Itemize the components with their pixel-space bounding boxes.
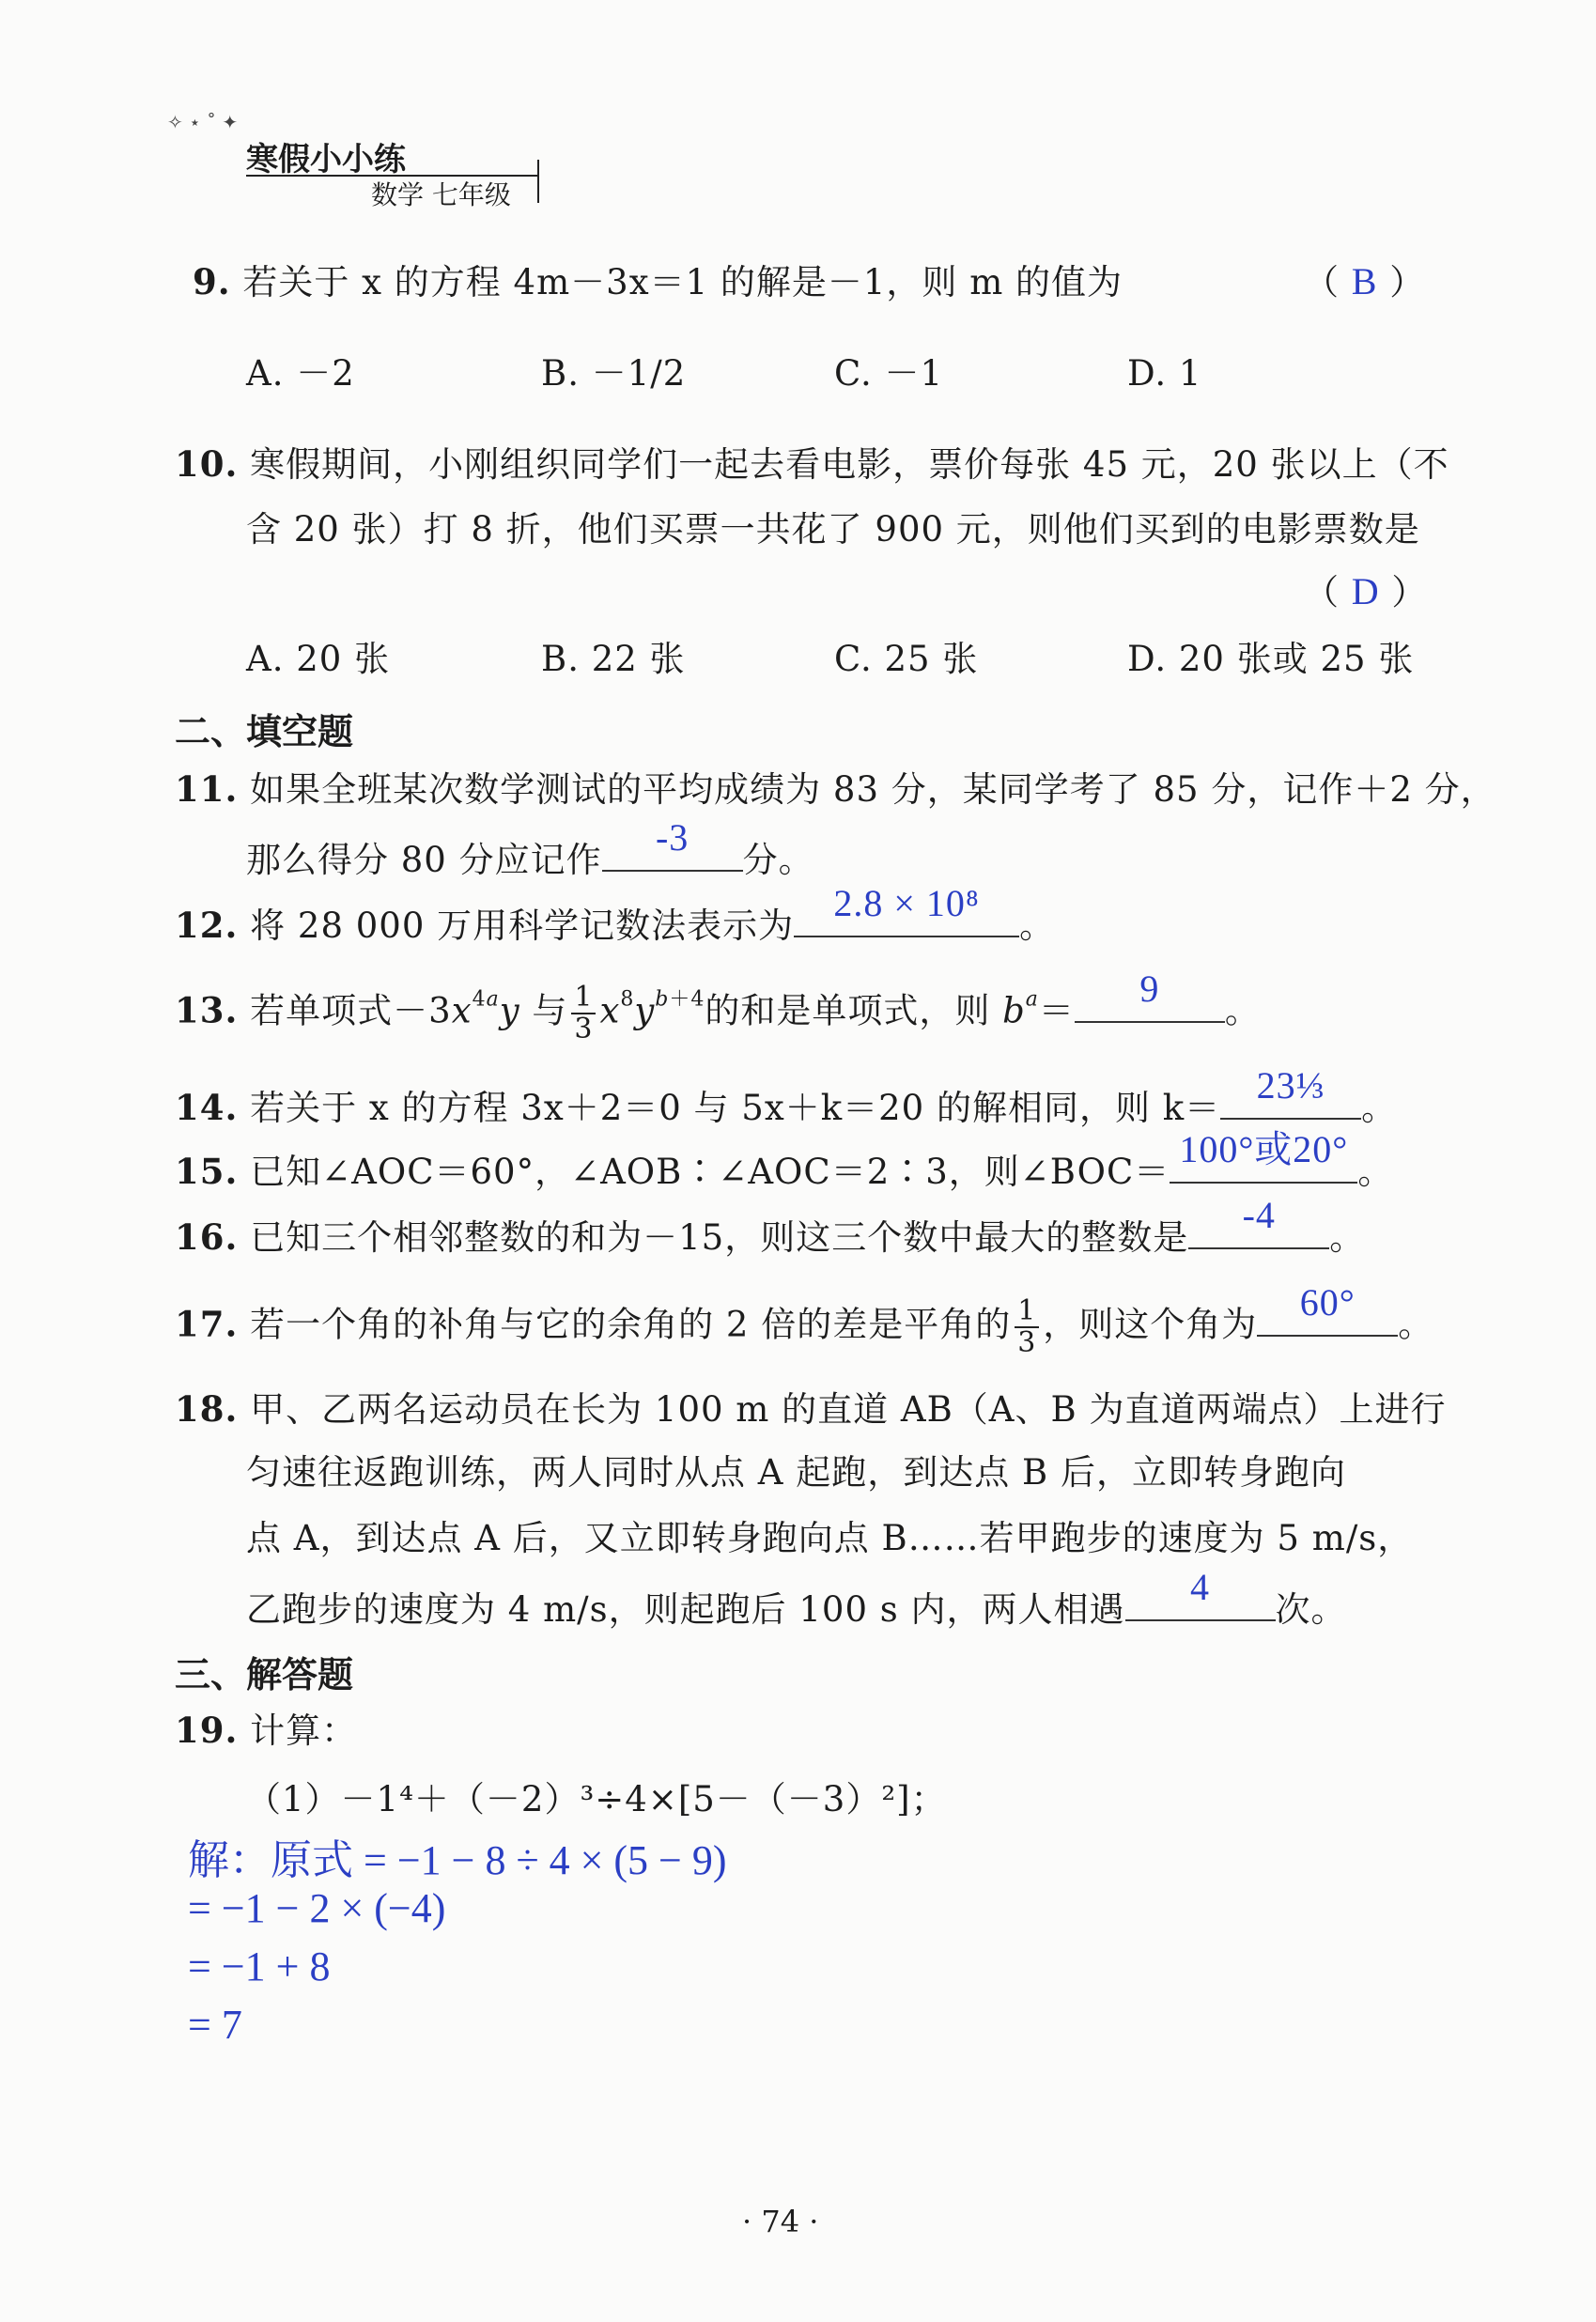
- q19-stem: [175, 1710, 357, 1752]
- q17-mid: ，则这个角为: [1043, 1304, 1258, 1345]
- section-fill-blank-title: 二、填空题: [175, 711, 354, 752]
- q18-text-1: 甲、乙两名运动员在长为 100 m 的直道 AB（A、B 为直道两端点）上进行: [250, 1389, 1447, 1430]
- q11-blank: [602, 816, 743, 872]
- q10-text-1: 寒假期间，小刚组织同学们一起去看电影，票价每张 45 元，20 张以上（不: [250, 444, 1449, 485]
- q18-post: 次。: [1275, 1589, 1347, 1630]
- q12-post: 。: [1019, 906, 1056, 946]
- q9-option-c: C. －1: [834, 353, 944, 394]
- q18-line2: 匀速往返跑训练，两人同时从点 A 起跑，到达点 B 后，立即转身跑向: [246, 1452, 1346, 1493]
- q10-line1: [175, 443, 1449, 486]
- q9-answer-bracket: （ B ）: [1304, 260, 1426, 302]
- q18-answer: 4: [1190, 1566, 1210, 1608]
- q11-answer: -3: [655, 816, 690, 859]
- q19-solution-line4: = 7: [188, 2002, 242, 2048]
- q10-answer: D: [1351, 570, 1380, 612]
- stars-decoration: ✧ ⋆ ˚ ✦: [167, 111, 239, 133]
- q17-number: 17.: [175, 1303, 239, 1345]
- q15-number: 15.: [175, 1151, 239, 1192]
- q18-line3: 点 A，到达点 A 后，又立即转身跑向点 B……若甲跑步的速度为 5 m/s，: [246, 1518, 1414, 1558]
- q17-line: [175, 1280, 1434, 1359]
- q10-option-c: C. 25 张: [834, 639, 979, 679]
- q15-pre: 已知∠AOC＝60°，∠AOB∶∠AOC＝2∶3，则∠BOC＝: [250, 1152, 1170, 1192]
- q9-text: 若关于 x 的方程 4m－3x＝1 的解是－1，则 m 的值为: [242, 262, 1123, 302]
- q10-option-b: B. 22 张: [541, 639, 686, 679]
- q18-line4: [246, 1566, 1347, 1631]
- q9-answer: B: [1351, 260, 1378, 302]
- header-subtitle: 数学 七年级: [371, 179, 511, 210]
- q11-number: 11.: [175, 768, 239, 810]
- q14-line: [175, 1064, 1398, 1129]
- q13-line: 13. 若单项式$-3x^{4a}y$ 与 $\frac{1}{3}$ $x^8y^{b+4}$的和是单项式，则 $b^a=$ 9 。: [175, 967, 1261, 1045]
- q11-pre: 那么得分 80 分应记作: [246, 840, 602, 880]
- q14-pre: 若关于 x 的方程 3x＋2＝0 与 5x＋k＝20 的解相同，则 k＝: [250, 1088, 1221, 1128]
- q17-post: 。: [1398, 1304, 1434, 1345]
- q11-text-1: 如果全班某次数学测试的平均成绩为 83 分，某同学考了 85 分，记作＋2 分，: [250, 769, 1496, 810]
- q15-line: [175, 1128, 1394, 1193]
- q11-post: 分。: [742, 840, 814, 880]
- q19-number: 19.: [175, 1710, 239, 1751]
- q13-post: 。: [1224, 990, 1261, 1031]
- section-solve-title: 三、解答题: [175, 1654, 354, 1695]
- q18-number: 18.: [175, 1388, 239, 1430]
- q15-post: 。: [1357, 1152, 1394, 1192]
- q17-fraction: $\frac{1}{3}$: [1015, 1296, 1039, 1358]
- header-divider: [537, 160, 539, 203]
- q10-number: 10.: [175, 443, 239, 485]
- q13-blank: [1075, 967, 1225, 1023]
- q9-number: 9.: [193, 261, 231, 302]
- q18-pre: 乙跑步的速度为 4 m/s，则起跑后 100 s 内，两人相遇: [246, 1589, 1125, 1630]
- q16-answer: -4: [1242, 1194, 1276, 1236]
- q18-blank: [1125, 1566, 1276, 1621]
- q9-option-a: A. －2: [246, 353, 355, 394]
- q12-line: [175, 882, 1056, 947]
- q14-post: 。: [1361, 1088, 1398, 1128]
- q19-text: 计算：: [250, 1711, 358, 1751]
- q10-option-d: D. 20 张或 25 张: [1127, 639, 1415, 679]
- q12-blank: [794, 882, 1019, 937]
- q14-number: 14.: [175, 1087, 239, 1128]
- q9-option-d: D. 1: [1127, 353, 1202, 394]
- q17-pre: 若一个角的补角与它的余角的 2 倍的差是平角的: [250, 1304, 1012, 1345]
- q10-answer-bracket: （ D ）: [1304, 570, 1428, 612]
- q14-blank: [1220, 1064, 1361, 1120]
- q17-answer: 60°: [1299, 1280, 1356, 1324]
- q10-line2: 含 20 张）打 8 折，他们买票一共花了 900 元，则他们买到的电影票数是: [246, 509, 1420, 550]
- q16-line: [175, 1194, 1366, 1259]
- q11-line2: [246, 816, 814, 881]
- q16-blank: [1188, 1194, 1329, 1249]
- q12-answer: 2.8 × 10⁸: [833, 882, 980, 924]
- q19-solution-line1: 解：原式 = −1 − 8 ÷ 4 × (5 − 9): [188, 1837, 727, 1883]
- q17-blank: [1257, 1280, 1398, 1337]
- header-brand: 寒假小小练: [246, 141, 406, 178]
- page-number: · 74 ·: [742, 2204, 819, 2239]
- q18-line1: [175, 1388, 1446, 1431]
- q19-sub1: （1）－1⁴＋（－2）³÷4×[5－（－3）²]；: [246, 1779, 947, 1819]
- q13-answer: 9: [1139, 967, 1160, 1010]
- q14-answer: 23⅓: [1256, 1064, 1325, 1107]
- q11-line1: [175, 768, 1496, 811]
- q16-number: 16.: [175, 1216, 239, 1258]
- q19-solution-line3: = −1 + 8: [188, 1943, 331, 1989]
- q15-answer: 100°或20°: [1179, 1128, 1349, 1170]
- q10-option-a: A. 20 张: [246, 639, 391, 679]
- q12-number: 12.: [175, 905, 239, 946]
- q9-stem: [193, 261, 1123, 303]
- q15-blank: [1170, 1128, 1357, 1184]
- q16-pre: 已知三个相邻整数的和为－15，则这三个数中最大的整数是: [250, 1217, 1189, 1258]
- q9-option-b: B. －1/2: [541, 353, 687, 394]
- q12-pre: 将 28 000 万用科学记数法表示为: [250, 906, 795, 946]
- q19-solution-line2: = −1 − 2 × (−4): [188, 1885, 446, 1931]
- q13-fraction: $\frac{1}{3}$: [571, 983, 596, 1045]
- q16-post: 。: [1329, 1217, 1366, 1258]
- q13-number: 13.: [175, 989, 239, 1031]
